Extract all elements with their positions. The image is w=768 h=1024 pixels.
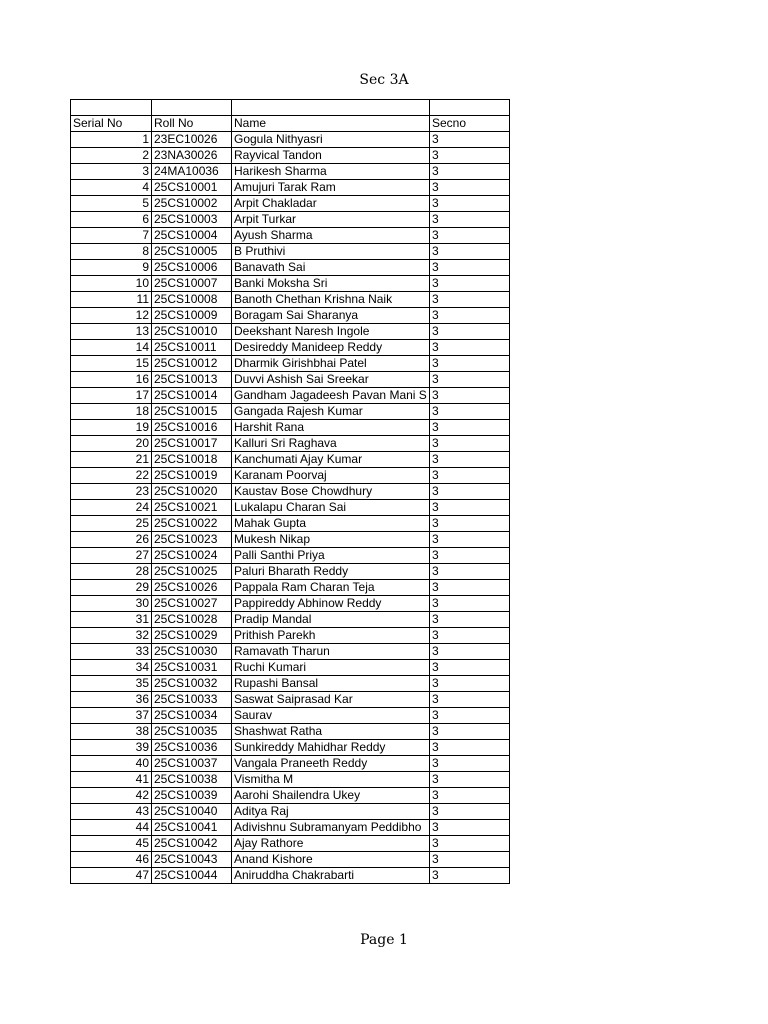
serial-no-cell: 42 <box>71 787 152 803</box>
name-cell: Palli Santhi Priya <box>232 547 430 563</box>
table-row <box>71 707 510 723</box>
roll-no-cell: 25CS10039 <box>152 787 232 803</box>
header-secno: Secno <box>430 115 510 131</box>
roll-no-cell: 25CS10029 <box>152 627 232 643</box>
serial-no-cell: 19 <box>71 419 152 435</box>
secno-cell: 3 <box>430 595 510 611</box>
name-cell: Kalluri Sri Raghava <box>232 435 430 451</box>
serial-no-cell: 34 <box>71 659 152 675</box>
name-cell: Banki Moksha Sri <box>232 275 430 291</box>
secno-cell: 3 <box>430 851 510 867</box>
secno-cell: 3 <box>430 707 510 723</box>
roll-no-cell: 25CS10018 <box>152 451 232 467</box>
header-serial-no: Serial No <box>71 115 152 131</box>
name-cell: Pappireddy Abhinow Reddy <box>232 595 430 611</box>
table-row <box>71 467 510 483</box>
secno-cell: 3 <box>430 691 510 707</box>
roll-no-cell: 25CS10005 <box>152 243 232 259</box>
secno-cell: 3 <box>430 419 510 435</box>
roll-no-cell: 25CS10026 <box>152 579 232 595</box>
table-row <box>71 243 510 259</box>
secno-cell: 3 <box>430 755 510 771</box>
table-row <box>71 851 510 867</box>
serial-no-cell: 24 <box>71 499 152 515</box>
table-row <box>71 547 510 563</box>
table-row <box>71 195 510 211</box>
serial-no-cell: 7 <box>71 227 152 243</box>
name-cell: Arpit Chakladar <box>232 195 430 211</box>
name-cell: Mukesh Nikap <box>232 531 430 547</box>
table-row <box>71 371 510 387</box>
serial-no-cell: 14 <box>71 339 152 355</box>
serial-no-cell: 38 <box>71 723 152 739</box>
roll-no-cell: 25CS10008 <box>152 291 232 307</box>
roll-no-cell: 25CS10016 <box>152 419 232 435</box>
secno-cell: 3 <box>430 179 510 195</box>
secno-cell: 3 <box>430 579 510 595</box>
roll-no-cell: 25CS10028 <box>152 611 232 627</box>
name-cell: Kaustav Bose Chowdhury <box>232 483 430 499</box>
roll-no-cell: 25CS10041 <box>152 819 232 835</box>
table-row <box>71 163 510 179</box>
serial-no-cell: 9 <box>71 259 152 275</box>
secno-cell: 3 <box>430 323 510 339</box>
serial-no-cell: 26 <box>71 531 152 547</box>
name-cell: Banavath Sai <box>232 259 430 275</box>
roll-no-cell: 25CS10034 <box>152 707 232 723</box>
name-cell: Aniruddha Chakrabarti <box>232 867 430 883</box>
secno-cell: 3 <box>430 147 510 163</box>
table-row <box>71 771 510 787</box>
secno-cell: 3 <box>430 675 510 691</box>
roll-no-cell: 25CS10038 <box>152 771 232 787</box>
header-name: Name <box>232 115 430 131</box>
name-cell: Duvvi Ashish Sai Sreekar <box>232 371 430 387</box>
roll-no-cell: 23NA30026 <box>152 147 232 163</box>
roll-no-cell: 25CS10031 <box>152 659 232 675</box>
serial-no-cell: 1 <box>71 131 152 147</box>
table-row <box>71 739 510 755</box>
blank-row <box>71 100 510 116</box>
serial-no-cell: 31 <box>71 611 152 627</box>
table-row <box>71 483 510 499</box>
secno-cell: 3 <box>430 867 510 883</box>
roll-no-cell: 25CS10037 <box>152 755 232 771</box>
serial-no-cell: 12 <box>71 307 152 323</box>
table-row <box>71 643 510 659</box>
serial-no-cell: 39 <box>71 739 152 755</box>
name-cell: Adivishnu Subramanyam Peddibho <box>232 819 430 835</box>
name-cell: B Pruthivi <box>232 243 430 259</box>
serial-no-cell: 13 <box>71 323 152 339</box>
secno-cell: 3 <box>430 291 510 307</box>
secno-cell: 3 <box>430 547 510 563</box>
name-cell: Rayvical Tandon <box>232 147 430 163</box>
name-cell: Ruchi Kumari <box>232 659 430 675</box>
secno-cell: 3 <box>430 131 510 147</box>
table-row <box>71 659 510 675</box>
table-row <box>71 387 510 403</box>
name-cell: Saurav <box>232 707 430 723</box>
serial-no-cell: 21 <box>71 451 152 467</box>
secno-cell: 3 <box>430 611 510 627</box>
table-row <box>71 579 510 595</box>
table-row <box>71 403 510 419</box>
table-row <box>71 291 510 307</box>
name-cell: Gangada Rajesh Kumar <box>232 403 430 419</box>
secno-cell: 3 <box>430 563 510 579</box>
roll-no-cell: 25CS10025 <box>152 563 232 579</box>
header-row <box>71 115 510 131</box>
secno-cell: 3 <box>430 435 510 451</box>
roll-no-cell: 25CS10020 <box>152 483 232 499</box>
name-cell: Ajay Rathore <box>232 835 430 851</box>
name-cell: Dharmik Girishbhai Patel <box>232 355 430 371</box>
table-row <box>71 499 510 515</box>
serial-no-cell: 3 <box>71 163 152 179</box>
name-cell: Ayush Sharma <box>232 227 430 243</box>
serial-no-cell: 22 <box>71 467 152 483</box>
table-row <box>71 131 510 147</box>
page-number: Page 1 <box>360 932 408 948</box>
roll-no-cell: 25CS10019 <box>152 467 232 483</box>
roll-no-cell: 25CS10044 <box>152 867 232 883</box>
secno-cell: 3 <box>430 499 510 515</box>
secno-cell: 3 <box>430 259 510 275</box>
secno-cell: 3 <box>430 227 510 243</box>
roll-no-cell: 25CS10032 <box>152 675 232 691</box>
secno-cell: 3 <box>430 451 510 467</box>
serial-no-cell: 29 <box>71 579 152 595</box>
secno-cell: 3 <box>430 211 510 227</box>
table-row <box>71 323 510 339</box>
name-cell: Arpit Turkar <box>232 211 430 227</box>
name-cell: Saswat Saiprasad Kar <box>232 691 430 707</box>
name-cell: Ramavath Tharun <box>232 643 430 659</box>
roll-no-cell: 25CS10001 <box>152 179 232 195</box>
roll-no-cell: 25CS10036 <box>152 739 232 755</box>
table-row <box>71 867 510 883</box>
serial-no-cell: 35 <box>71 675 152 691</box>
secno-cell: 3 <box>430 467 510 483</box>
secno-cell: 3 <box>430 739 510 755</box>
secno-cell: 3 <box>430 515 510 531</box>
name-cell: Pappala Ram Charan Teja <box>232 579 430 595</box>
name-cell: Kanchumati Ajay Kumar <box>232 451 430 467</box>
name-cell: Gandham Jagadeesh Pavan Mani S <box>232 387 430 403</box>
table-row <box>71 259 510 275</box>
serial-no-cell: 5 <box>71 195 152 211</box>
table-row <box>71 723 510 739</box>
secno-cell: 3 <box>430 787 510 803</box>
serial-no-cell: 10 <box>71 275 152 291</box>
table-row <box>71 435 510 451</box>
roll-no-cell: 25CS10024 <box>152 547 232 563</box>
header-roll-no: Roll No <box>152 115 232 131</box>
name-cell: Harikesh Sharma <box>232 163 430 179</box>
roll-no-cell: 25CS10035 <box>152 723 232 739</box>
serial-no-cell: 17 <box>71 387 152 403</box>
table-row <box>71 563 510 579</box>
table-row <box>71 355 510 371</box>
table-row <box>71 691 510 707</box>
serial-no-cell: 36 <box>71 691 152 707</box>
name-cell: Boragam Sai Sharanya <box>232 307 430 323</box>
secno-cell: 3 <box>430 195 510 211</box>
roll-no-cell: 25CS10042 <box>152 835 232 851</box>
secno-cell: 3 <box>430 531 510 547</box>
name-cell: Banoth Chethan Krishna Naik <box>232 291 430 307</box>
table-row <box>71 275 510 291</box>
roll-no-cell: 23EC10026 <box>152 131 232 147</box>
name-cell: Sunkireddy Mahidhar Reddy <box>232 739 430 755</box>
secno-cell: 3 <box>430 819 510 835</box>
secno-cell: 3 <box>430 483 510 499</box>
serial-no-cell: 43 <box>71 803 152 819</box>
name-cell: Rupashi Bansal <box>232 675 430 691</box>
serial-no-cell: 41 <box>71 771 152 787</box>
serial-no-cell: 33 <box>71 643 152 659</box>
secno-cell: 3 <box>430 835 510 851</box>
table-row <box>71 755 510 771</box>
table-row <box>71 147 510 163</box>
serial-no-cell: 15 <box>71 355 152 371</box>
name-cell: Aarohi Shailendra Ukey <box>232 787 430 803</box>
page-title: Sec 3A <box>359 72 409 88</box>
serial-no-cell: 45 <box>71 835 152 851</box>
secno-cell: 3 <box>430 243 510 259</box>
serial-no-cell: 44 <box>71 819 152 835</box>
table-row <box>71 627 510 643</box>
serial-no-cell: 37 <box>71 707 152 723</box>
table-row <box>71 211 510 227</box>
secno-cell: 3 <box>430 307 510 323</box>
serial-no-cell: 4 <box>71 179 152 195</box>
table-row <box>71 227 510 243</box>
name-cell: Deekshant Naresh Ingole <box>232 323 430 339</box>
serial-no-cell: 40 <box>71 755 152 771</box>
roll-no-cell: 25CS10013 <box>152 371 232 387</box>
name-cell: Vangala Praneeth Reddy <box>232 755 430 771</box>
roll-no-cell: 25CS10007 <box>152 275 232 291</box>
secno-cell: 3 <box>430 643 510 659</box>
student-list-table <box>70 99 510 884</box>
table-row <box>71 819 510 835</box>
table-row <box>71 451 510 467</box>
secno-cell: 3 <box>430 659 510 675</box>
table-row <box>71 339 510 355</box>
roll-no-cell: 25CS10023 <box>152 531 232 547</box>
roll-no-cell: 25CS10017 <box>152 435 232 451</box>
name-cell: Aditya Raj <box>232 803 430 819</box>
table-row <box>71 595 510 611</box>
roll-no-cell: 25CS10011 <box>152 339 232 355</box>
roll-no-cell: 25CS10012 <box>152 355 232 371</box>
roll-no-cell: 25CS10022 <box>152 515 232 531</box>
serial-no-cell: 47 <box>71 867 152 883</box>
secno-cell: 3 <box>430 723 510 739</box>
roll-no-cell: 25CS10043 <box>152 851 232 867</box>
roll-no-cell: 25CS10002 <box>152 195 232 211</box>
serial-no-cell: 23 <box>71 483 152 499</box>
name-cell: Gogula Nithyasri <box>232 131 430 147</box>
name-cell: Mahak Gupta <box>232 515 430 531</box>
serial-no-cell: 2 <box>71 147 152 163</box>
serial-no-cell: 28 <box>71 563 152 579</box>
serial-no-cell: 11 <box>71 291 152 307</box>
serial-no-cell: 8 <box>71 243 152 259</box>
name-cell: Karanam Poorvaj <box>232 467 430 483</box>
serial-no-cell: 46 <box>71 851 152 867</box>
name-cell: Lukalapu Charan Sai <box>232 499 430 515</box>
roll-no-cell: 25CS10010 <box>152 323 232 339</box>
serial-no-cell: 27 <box>71 547 152 563</box>
secno-cell: 3 <box>430 627 510 643</box>
roll-no-cell: 25CS10003 <box>152 211 232 227</box>
serial-no-cell: 20 <box>71 435 152 451</box>
secno-cell: 3 <box>430 163 510 179</box>
table-row <box>71 515 510 531</box>
name-cell: Anand Kishore <box>232 851 430 867</box>
table-row <box>71 307 510 323</box>
name-cell: Harshit Rana <box>232 419 430 435</box>
roll-no-cell: 25CS10021 <box>152 499 232 515</box>
table-row <box>71 835 510 851</box>
roll-no-cell: 25CS10033 <box>152 691 232 707</box>
serial-no-cell: 18 <box>71 403 152 419</box>
serial-no-cell: 16 <box>71 371 152 387</box>
secno-cell: 3 <box>430 355 510 371</box>
roll-no-cell: 25CS10009 <box>152 307 232 323</box>
secno-cell: 3 <box>430 371 510 387</box>
roll-no-cell: 25CS10006 <box>152 259 232 275</box>
name-cell: Amujuri Tarak Ram <box>232 179 430 195</box>
roll-no-cell: 25CS10040 <box>152 803 232 819</box>
name-cell: Desireddy Manideep Reddy <box>232 339 430 355</box>
roll-no-cell: 25CS10014 <box>152 387 232 403</box>
table-row <box>71 611 510 627</box>
serial-no-cell: 25 <box>71 515 152 531</box>
secno-cell: 3 <box>430 387 510 403</box>
name-cell: Vismitha M <box>232 771 430 787</box>
name-cell: Prithish Parekh <box>232 627 430 643</box>
table-row <box>71 531 510 547</box>
table-row <box>71 179 510 195</box>
table-row <box>71 419 510 435</box>
serial-no-cell: 30 <box>71 595 152 611</box>
secno-cell: 3 <box>430 403 510 419</box>
table-row <box>71 787 510 803</box>
roll-no-cell: 25CS10027 <box>152 595 232 611</box>
secno-cell: 3 <box>430 275 510 291</box>
name-cell: Pradip Mandal <box>232 611 430 627</box>
secno-cell: 3 <box>430 803 510 819</box>
secno-cell: 3 <box>430 339 510 355</box>
roll-no-cell: 25CS10004 <box>152 227 232 243</box>
table-row <box>71 803 510 819</box>
secno-cell: 3 <box>430 771 510 787</box>
table-row <box>71 675 510 691</box>
roll-no-cell: 25CS10030 <box>152 643 232 659</box>
name-cell: Shashwat Ratha <box>232 723 430 739</box>
serial-no-cell: 6 <box>71 211 152 227</box>
roll-no-cell: 24MA10036 <box>152 163 232 179</box>
roll-no-cell: 25CS10015 <box>152 403 232 419</box>
serial-no-cell: 32 <box>71 627 152 643</box>
name-cell: Paluri Bharath Reddy <box>232 563 430 579</box>
